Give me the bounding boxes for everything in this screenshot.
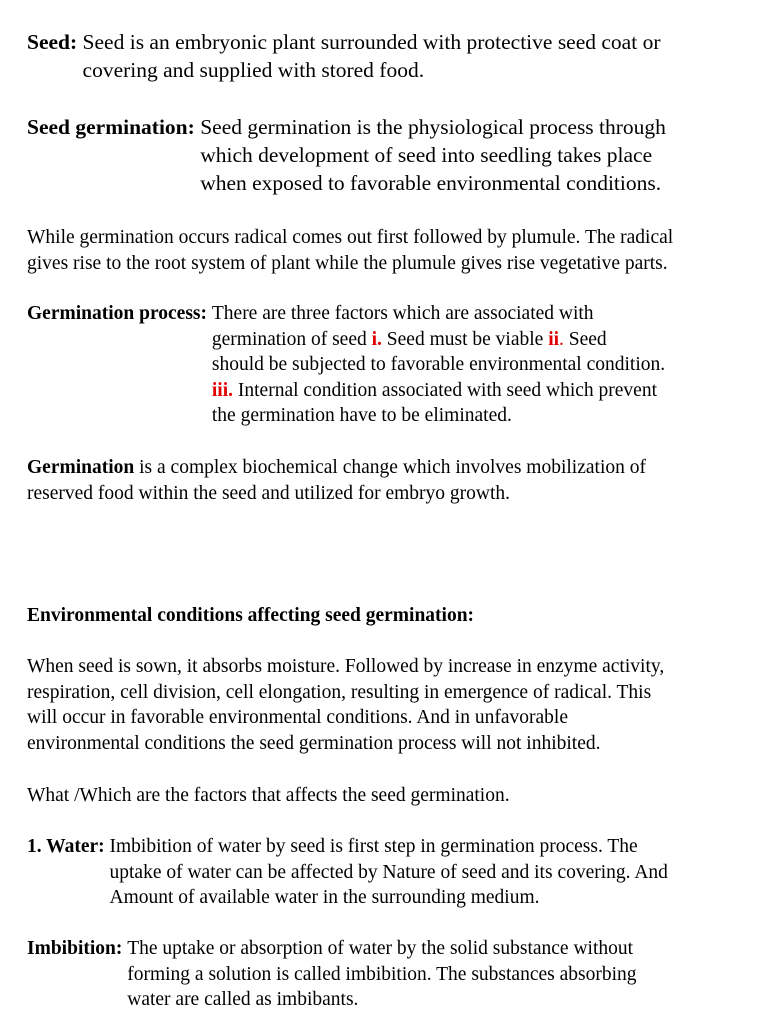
germination-process-line: [212, 378, 747, 404]
section-heading: Environmental conditions affecting seed germination:: [27, 605, 475, 626]
germination-term: Germination: [27, 457, 135, 478]
imbibition-line: forming a solution is called imbibition. The substances absorbing: [127, 963, 637, 985]
seed-definition-line: covering and supplied with stored food.: [82, 58, 425, 82]
germination-process-text: Internal condition associated with seed which prevent: [237, 379, 658, 401]
seed-germination-line: Seed germination is the physiological process through: [200, 115, 666, 139]
imbibition-line: The uptake or absorption of water by the solid substance without: [127, 938, 634, 959]
radical-paragraph: [27, 225, 747, 276]
germination-paragraph-text: is a complex biochemical change which involves mobilization of: [139, 457, 646, 478]
water-factor-line: uptake of water can be affected by Nature of seed and its covering. And: [109, 861, 668, 883]
water-factor-line: Amount of available water in the surrounding medium.: [109, 887, 540, 908]
germination-process-line: There are three factors which are associated with: [211, 303, 594, 324]
radical-paragraph-line: While germination occurs radical comes out first followed by plumule. The radical: [27, 227, 674, 248]
water-factor: [27, 834, 747, 911]
sown-paragraph-line: environmental conditions the seed germination process will not inhibited.: [27, 732, 601, 754]
sown-paragraph-line: When seed is sown, it absorbs moisture. Followed by increase in enzyme activity,: [27, 656, 665, 677]
radical-paragraph-line: gives rise to the root system of plant while the plumule gives rise vegetative parts.: [27, 252, 668, 274]
question-line: What /Which are the factors that affects the seed germination.: [27, 785, 510, 806]
marker-ii-dot: .: [559, 328, 564, 350]
imbibition-term: Imbibition:: [27, 938, 123, 959]
germination-process-term: Germination process:: [27, 303, 207, 324]
water-term: 1. Water:: [27, 836, 105, 857]
germination-process-line: should be subjected to favorable environmental condition.: [211, 354, 666, 375]
seed-germination-line: when exposed to favorable environmental conditions.: [200, 171, 662, 195]
seed-germination-definition: [27, 113, 747, 197]
marker-i: i.: [371, 328, 382, 350]
seed-definition: [27, 28, 747, 84]
seed-germination-line: which development of seed into seedling takes place: [200, 143, 653, 167]
imbibition-definition: [27, 936, 747, 1013]
seed-definition-line: Seed is an embryonic plant surrounded with protective seed coat or: [82, 30, 661, 54]
seed-germination-term: Seed germination:: [27, 115, 195, 139]
marker-iii: iii.: [211, 379, 234, 401]
germination-process-text: Seed must be viable: [386, 328, 544, 350]
sown-paragraph-line: will occur in favorable environmental conditions. And in unfavorable: [27, 707, 568, 728]
germination-process-line: [212, 327, 747, 353]
marker-ii: ii: [548, 328, 560, 350]
germination-process-line: the germination have to be eliminated.: [211, 405, 512, 426]
germination-paragraph-line: reserved food within the seed and utilized for embryo growth.: [27, 482, 511, 504]
sown-paragraph: [27, 654, 747, 756]
germination-paragraph-line: [27, 455, 747, 481]
imbibition-line: water are called as imbibants.: [127, 989, 359, 1010]
germination-process-text: germination of seed: [211, 328, 367, 350]
germination-process-text: Seed: [568, 328, 607, 350]
seed-term: Seed:: [27, 30, 78, 54]
sown-paragraph-line: respiration, cell division, cell elongation, resulting in emergence of radical. This: [27, 681, 652, 703]
germination-process: [27, 301, 747, 429]
germination-paragraph: [27, 455, 747, 506]
water-factor-line: Imbibition of water by seed is first step in germination process. The: [109, 836, 638, 857]
